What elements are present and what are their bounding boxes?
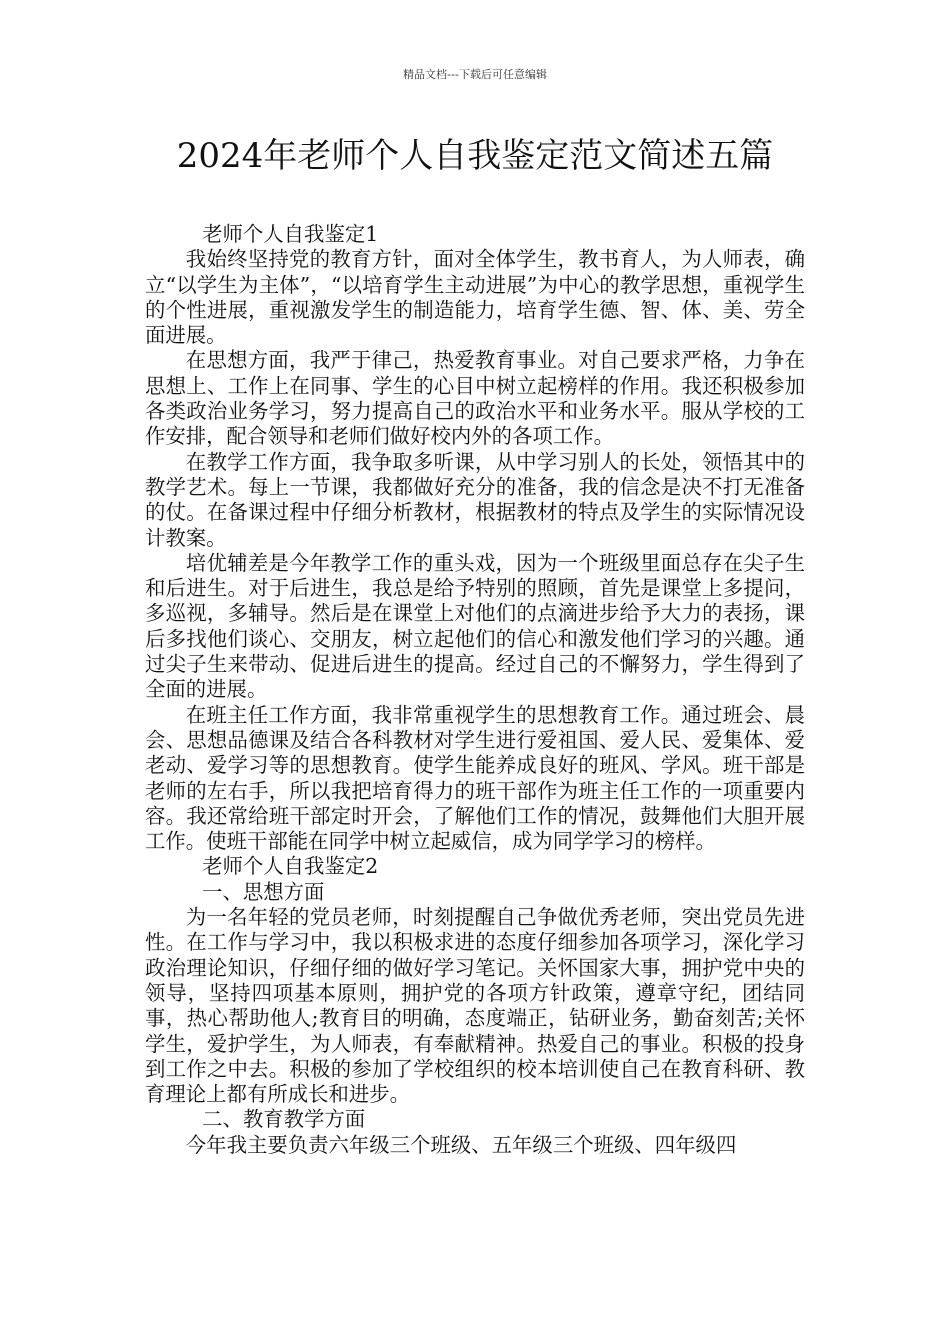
body-paragraph: 今年我主要负责六年级三个班级、五年级三个班级、四年级四 xyxy=(185,1132,737,1157)
section-heading: 老师个人自我鉴定2 xyxy=(202,854,379,879)
body-paragraph: 在班主任工作方面，我非常重视学生的思想教育工作。通过班会、晨会、思想品德课及结合各科教材对学生进行爱祖国、爱人民、爱集体、爱老动、爱学习等的思想教育。使学生能养成良好的班风、学风。班干部是老师的左右手，所以我把培育得力的班干部作为班主任工作的一项重要内容。我还常给班干部定时开会，了解他们工作的情况，鼓舞他们大胆开展工作。使班干部能在同学中树立起威信，成为同学学习的榜样。 xyxy=(145,702,805,854)
subsection-heading: 一、思想方面 xyxy=(202,879,325,904)
body-paragraph: 培优辅差是今年教学工作的重头戏，因为一个班级里面总存在尖子生和后进生。对于后进生，我总是给予特别的照顾，首先是课堂上多提问，多巡视，多辅导。然后是在课堂上对他们的点滴进步给予大力的表扬，课后多找他们谈心、交朋友，树立起他们的信心和激发他们学习的兴趣。通过尖子生来带动、促进后进生的提高。经过自己的不懈努力，学生得到了全面的进展。 xyxy=(145,550,805,702)
section-heading: 老师个人自我鉴定1 xyxy=(202,222,379,246)
subsection-heading: 二、教育教学方面 xyxy=(202,1107,366,1132)
body-paragraph: 我始终坚持党的教育方针，面对全体学生，教书育人，为人师表，确立“以学生为主体”，“以培育学生主动进展”为中心的教学思想，重视学生的个性进展，重视激发学生的制造能力，培育学生德、智、体、美、劳全面进展。 xyxy=(145,247,805,348)
document-title: 2024年老师个人自我鉴定范文简述五篇 xyxy=(176,136,774,176)
document-body xyxy=(145,222,805,1158)
body-paragraph: 为一名年轻的党员老师，时刻提醒自己争做优秀老师，突出党员先进性。在工作与学习中，我以积极求进的态度仔细参加各项学习，深化学习政治理论知识，仔细仔细的做好学习笔记。关怀国家大事，拥护党中央的领导，坚持四项基本原则，拥护党的各项方针政策，遵章守纪，团结同事，热心帮助他人;教育目的明确，态度端正，钻研业务，勤奋刻苦;关怀学生，爱护学生，为人师表，有奉献精神。热爱自己的事业。积极的投身到工作之中去。积极的参加了学校组织的校本培训使自己在教育科研、教育理论上都有所成长和进步。 xyxy=(145,905,805,1107)
body-paragraph: 在思想方面，我严于律己，热爱教育事业。对自己要求严格，力争在思想上、工作上在同事、学生的心目中树立起榜样的作用。我还积极参加各类政治业务学习，努力提高自己的政治水平和业务水平。服从学校的工作安排，配合领导和老师们做好校内外的各项工作。 xyxy=(145,348,805,449)
header-note: 精品文档---下载后可任意编辑 xyxy=(403,68,547,81)
body-paragraph: 在教学工作方面，我争取多听课，从中学习别人的长处，领悟其中的教学艺术。每上一节课，我都做好充分的准备，我的信念是决不打无准备的仗。在备课过程中仔细分析教材，根据教材的特点及学生的实际情况设计教案。 xyxy=(145,449,805,550)
